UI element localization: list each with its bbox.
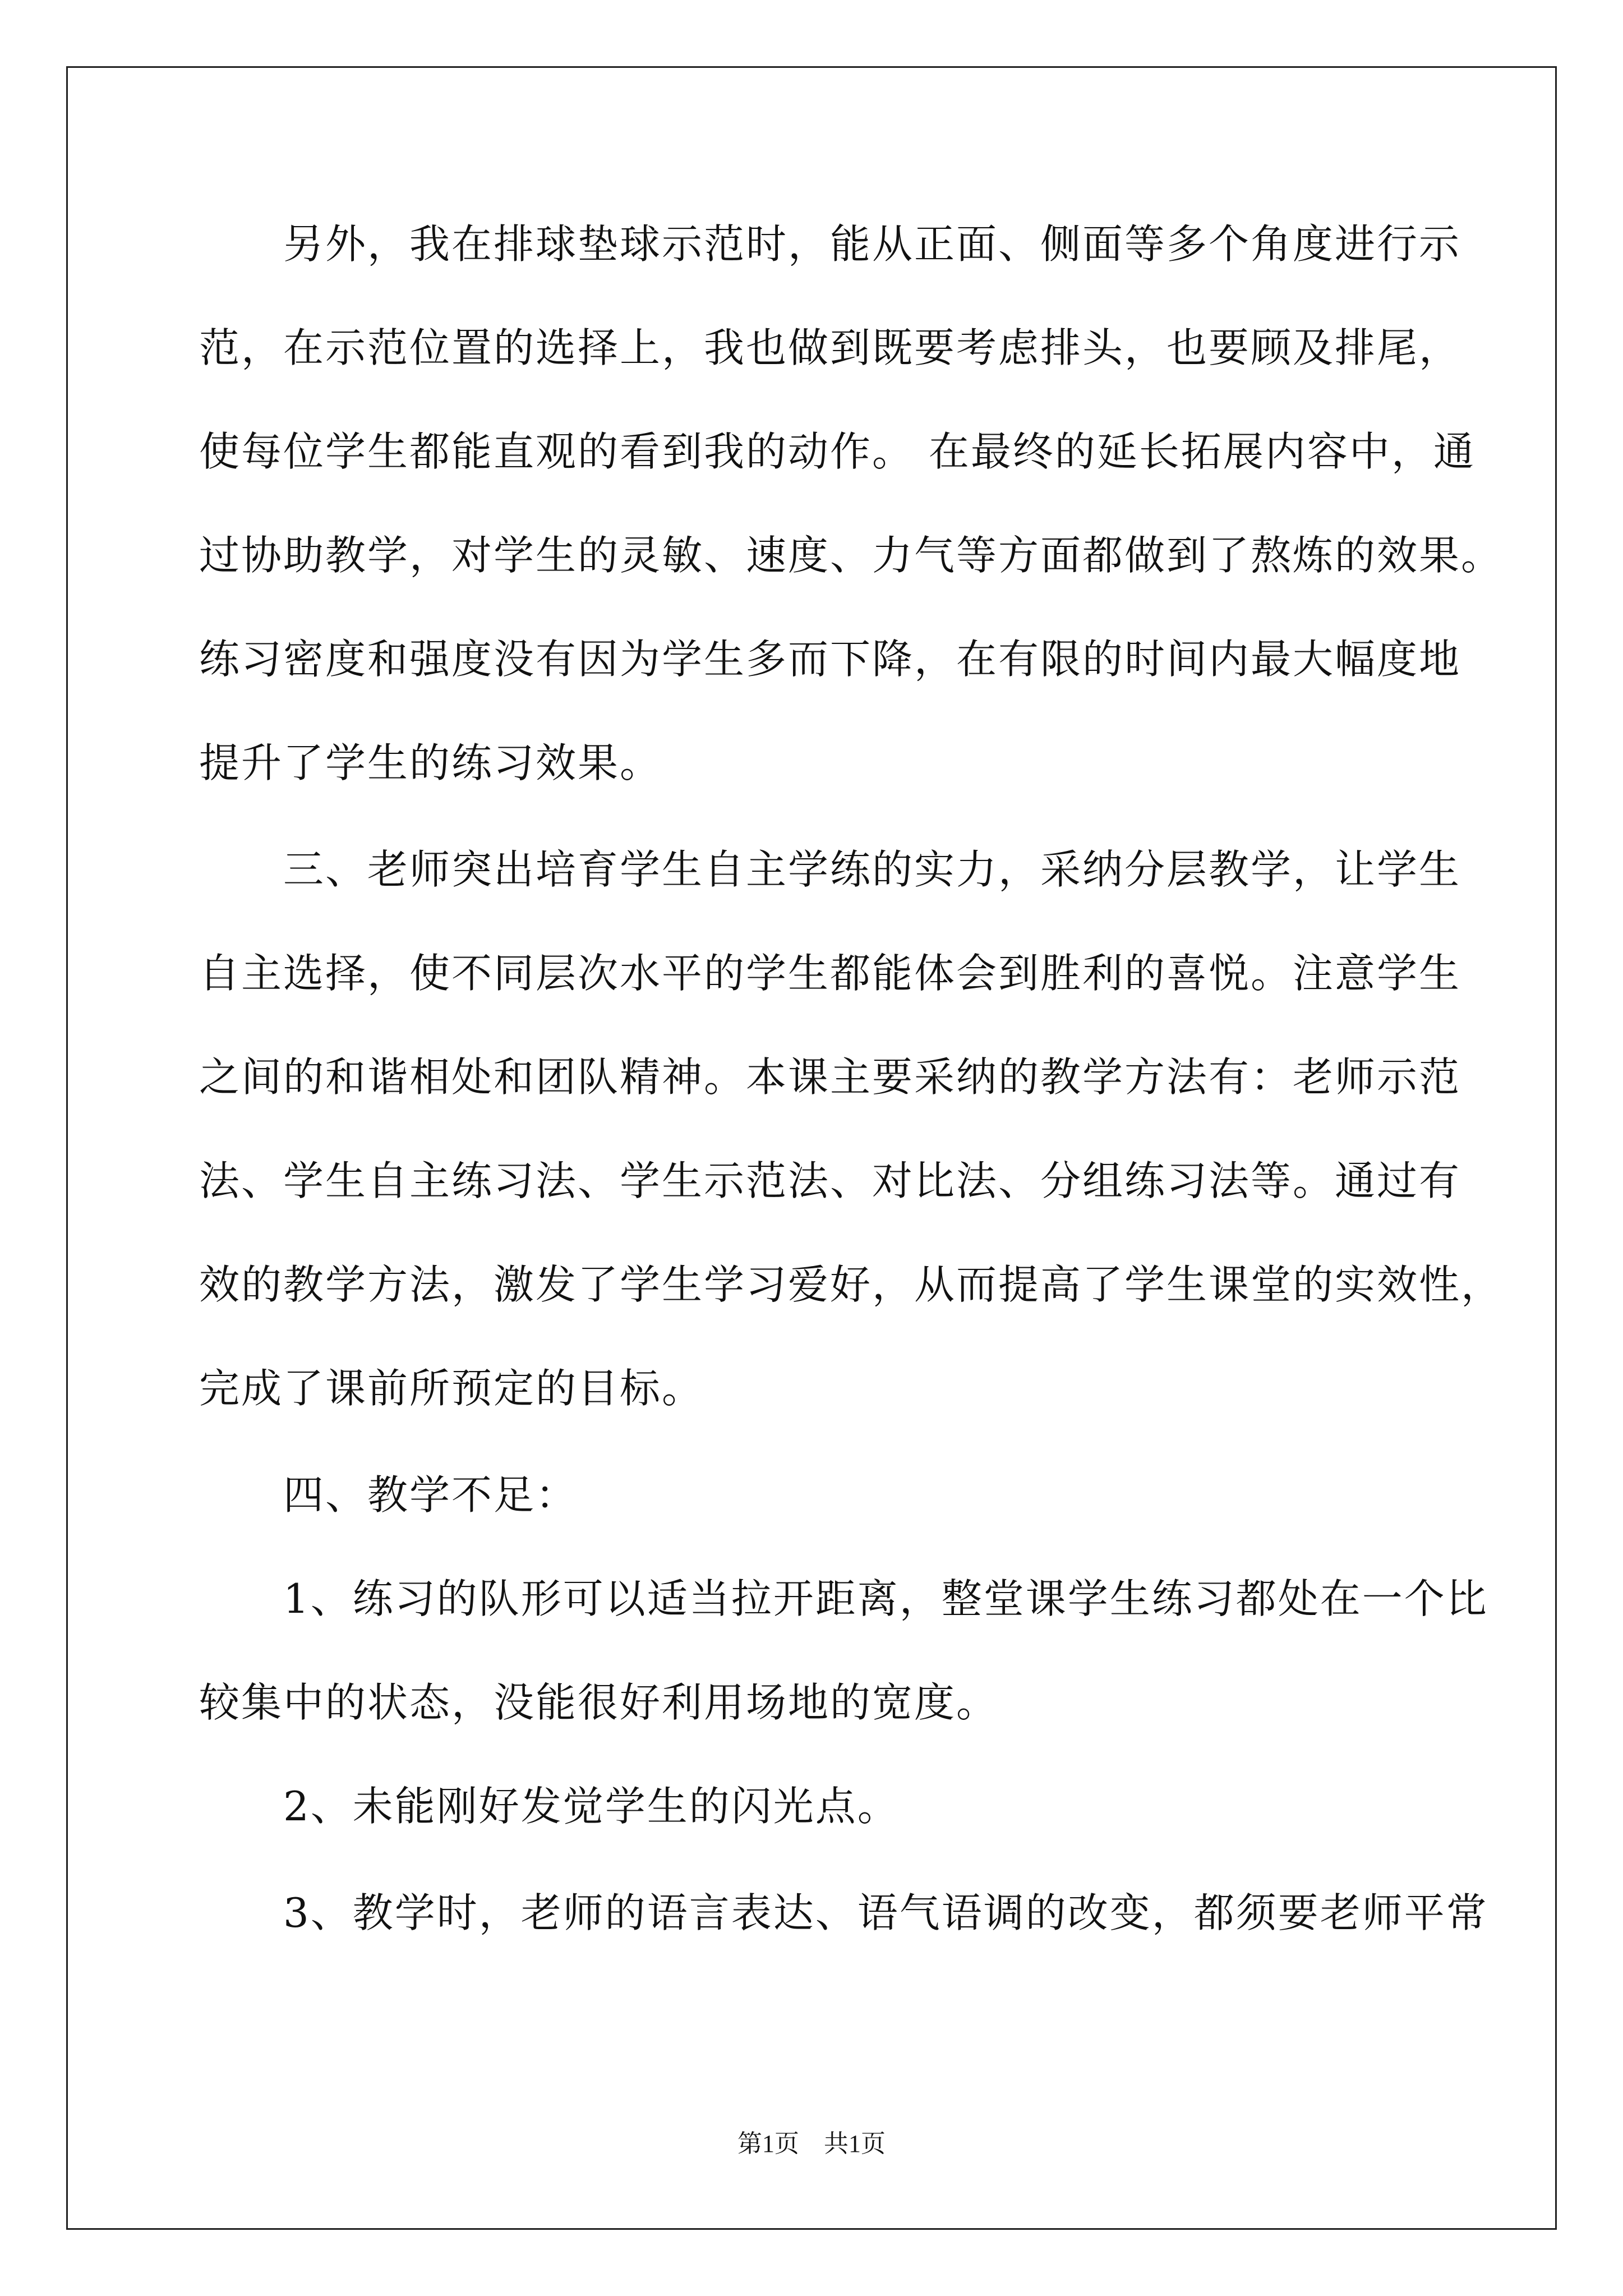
text-line: 提升了学生的练习效果。 bbox=[199, 739, 662, 786]
text-line: 过协助教学，对学生的灵敏、速度、力气等方面都做到了熬炼的效果。 bbox=[199, 532, 1504, 579]
text-line: 范，在示范位置的选择上，我也做到既要考虑排头，也要顾及排尾， bbox=[199, 324, 1461, 371]
text-line: 三、老师突出培育学生自主学练的实力，采纳分层教学，让学生 bbox=[199, 846, 1461, 893]
text-line: 法、学生自主练习法、学生示范法、对比法、分组练习法等。通过有 bbox=[199, 1157, 1461, 1204]
text-line: 3、教学时，老师的语言表达、语气语调的改变，都须要老师平常 bbox=[199, 1889, 1488, 1936]
section-heading: 四、教学不足： bbox=[199, 1471, 578, 1519]
text-line: 使每位学生都能直观的看到我的动作。 在最终的延长拓展内容中，通 bbox=[199, 428, 1476, 475]
text-line: 1、练习的队形可以适当拉开距离，整堂课学生练习都处在一个比 bbox=[199, 1575, 1488, 1622]
text-line: 自主选择，使不同层次水平的学生都能体会到胜利的喜悦。注意学生 bbox=[199, 950, 1461, 997]
text-line: 2、未能刚好发觉学生的闪光点。 bbox=[199, 1783, 900, 1830]
text-line: 另外，我在排球垫球示范时，能从正面、侧面等多个角度进行示 bbox=[199, 220, 1461, 268]
text-line: 较集中的状态，没能很好利用场地的宽度。 bbox=[199, 1679, 999, 1726]
text-line: 效的教学方法，激发了学生学习爱好，从而提高了学生课堂的实效性， bbox=[199, 1261, 1504, 1308]
text-line: 之间的和谐相处和团队精神。本课主要采纳的教学方法有：老师示范 bbox=[199, 1053, 1461, 1101]
page-footer: 第1页 共1页 bbox=[737, 2130, 886, 2157]
text-line: 完成了课前所预定的目标。 bbox=[199, 1365, 704, 1412]
text-line: 练习密度和强度没有因为学生多而下降，在有限的时间内最大幅度地 bbox=[199, 636, 1461, 683]
